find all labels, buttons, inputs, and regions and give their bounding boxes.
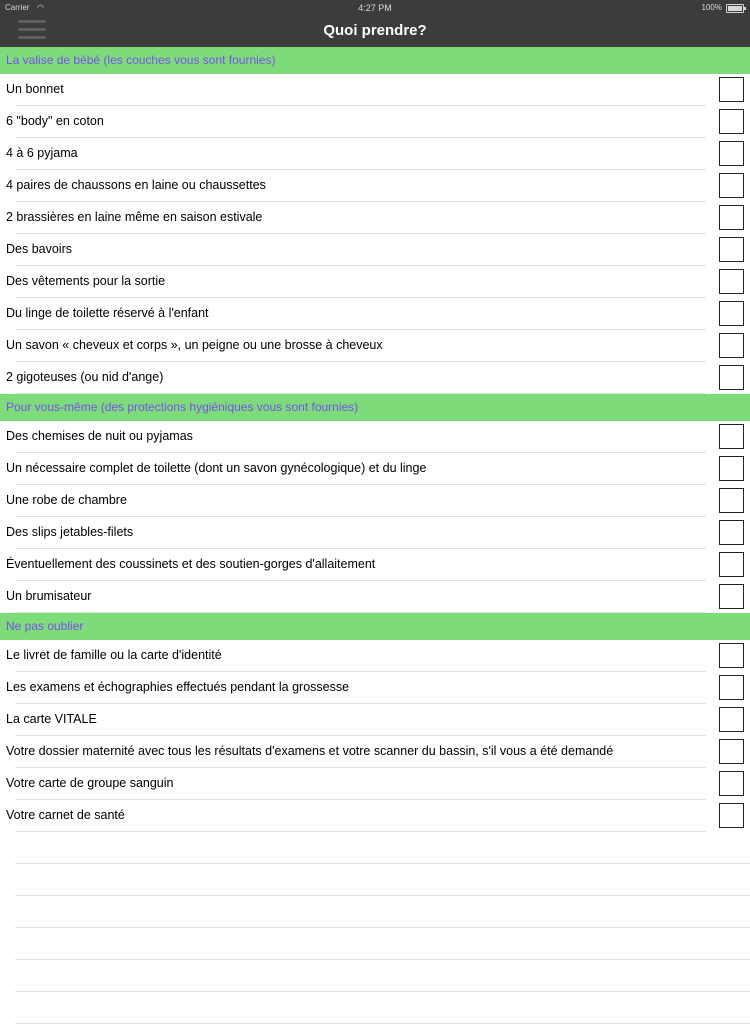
list-item[interactable]	[0, 485, 750, 517]
empty-row	[0, 960, 750, 992]
item-checkbox[interactable]	[719, 520, 744, 545]
item-label: Du linge de toilette réservé à l'enfant	[6, 306, 209, 320]
item-label: Un bonnet	[6, 82, 64, 96]
item-checkbox[interactable]	[719, 205, 744, 230]
page-title: Quoi prendre?	[323, 22, 427, 39]
row-divider	[15, 393, 706, 394]
section-header: Ne pas oublier	[0, 613, 750, 640]
item-checkbox[interactable]	[719, 643, 744, 668]
item-label: 4 paires de chaussons en laine ou chaussettes	[6, 178, 266, 192]
empty-row	[0, 832, 750, 864]
item-label: La carte VITALE	[6, 712, 97, 726]
list-item[interactable]	[0, 202, 750, 234]
item-label: Votre carte de groupe sanguin	[6, 776, 174, 790]
item-label: Des bavoirs	[6, 242, 72, 256]
item-label: 2 gigoteuses (ou nid d'ange)	[6, 370, 164, 384]
item-label: 4 à 6 pyjama	[6, 146, 78, 160]
item-label: Une robe de chambre	[6, 493, 127, 507]
item-label: Des vêtements pour la sortie	[6, 274, 166, 288]
item-checkbox[interactable]	[719, 552, 744, 577]
item-label: Votre carnet de santé	[6, 808, 125, 822]
list-item[interactable]	[0, 330, 750, 362]
item-checkbox[interactable]	[719, 333, 744, 358]
item-checkbox[interactable]	[719, 77, 744, 102]
item-checkbox[interactable]	[719, 269, 744, 294]
list-item[interactable]	[0, 800, 750, 832]
nav-bar	[0, 0, 750, 47]
item-checkbox[interactable]	[719, 424, 744, 449]
battery-icon	[726, 4, 744, 13]
section-header: La valise de bébé (les couches vous sont fournies)	[0, 47, 750, 74]
checklist	[0, 47, 750, 1024]
empty-row	[0, 864, 750, 896]
wifi-icon: ◠	[37, 3, 44, 12]
item-label: Éventuellement des coussinets et des soutien-gorges d'allaitement	[6, 557, 376, 571]
list-item[interactable]	[0, 704, 750, 736]
status-bar	[0, 0, 750, 16]
item-checkbox[interactable]	[719, 456, 744, 481]
empty-row	[0, 992, 750, 1024]
item-checkbox[interactable]	[719, 141, 744, 166]
battery-percent: 100%	[701, 3, 722, 12]
list-item[interactable]	[0, 298, 750, 330]
item-checkbox[interactable]	[719, 365, 744, 390]
item-checkbox[interactable]	[719, 771, 744, 796]
list-item[interactable]	[0, 640, 750, 672]
list-item[interactable]	[0, 453, 750, 485]
item-checkbox[interactable]	[719, 584, 744, 609]
list-item[interactable]	[0, 672, 750, 704]
list-item[interactable]	[0, 138, 750, 170]
item-label: Des chemises de nuit ou pyjamas	[6, 429, 193, 443]
item-checkbox[interactable]	[719, 803, 744, 828]
list-item[interactable]	[0, 170, 750, 202]
list-item[interactable]	[0, 106, 750, 138]
empty-row	[0, 928, 750, 960]
list-item[interactable]	[0, 362, 750, 394]
item-checkbox[interactable]	[719, 707, 744, 732]
item-label: Des slips jetables-filets	[6, 525, 134, 539]
item-checkbox[interactable]	[719, 301, 744, 326]
list-item[interactable]	[0, 581, 750, 613]
list-item[interactable]	[0, 549, 750, 581]
list-item[interactable]	[0, 736, 750, 768]
item-checkbox[interactable]	[719, 675, 744, 700]
item-checkbox[interactable]	[719, 488, 744, 513]
empty-row	[0, 896, 750, 928]
item-label: Les examens et échographies effectués pendant la grossesse	[6, 680, 350, 694]
list-item[interactable]	[0, 74, 750, 106]
item-checkbox[interactable]	[719, 109, 744, 134]
item-label: Le livret de famille ou la carte d'identité	[6, 648, 222, 662]
item-label: Un nécessaire complet de toilette (dont un savon gynécologique) et du linge	[6, 461, 427, 475]
row-divider	[15, 612, 706, 613]
status-time: 4:27 PM	[358, 3, 392, 13]
list-item[interactable]	[0, 421, 750, 453]
list-item[interactable]	[0, 266, 750, 298]
item-label: Un savon « cheveux et corps », un peigne ou une brosse à cheveux	[6, 338, 383, 352]
item-label: 6 "body" en coton	[6, 114, 104, 128]
carrier-label: Carrier	[5, 3, 30, 12]
item-checkbox[interactable]	[719, 739, 744, 764]
item-checkbox[interactable]	[719, 173, 744, 198]
list-item[interactable]	[0, 234, 750, 266]
item-label: Votre dossier maternité avec tous les résultats d'examens et votre scanner du bassin, s'il vous a été demandé	[6, 744, 614, 758]
item-label: 2 brassières en laine même en saison estivale	[6, 210, 263, 224]
list-item[interactable]	[0, 517, 750, 549]
item-checkbox[interactable]	[719, 237, 744, 262]
item-label: Un brumisateur	[6, 589, 92, 603]
list-item[interactable]	[0, 768, 750, 800]
section-header: Pour vous-même (des protections hygiéniques vous sont fournies)	[0, 394, 750, 421]
